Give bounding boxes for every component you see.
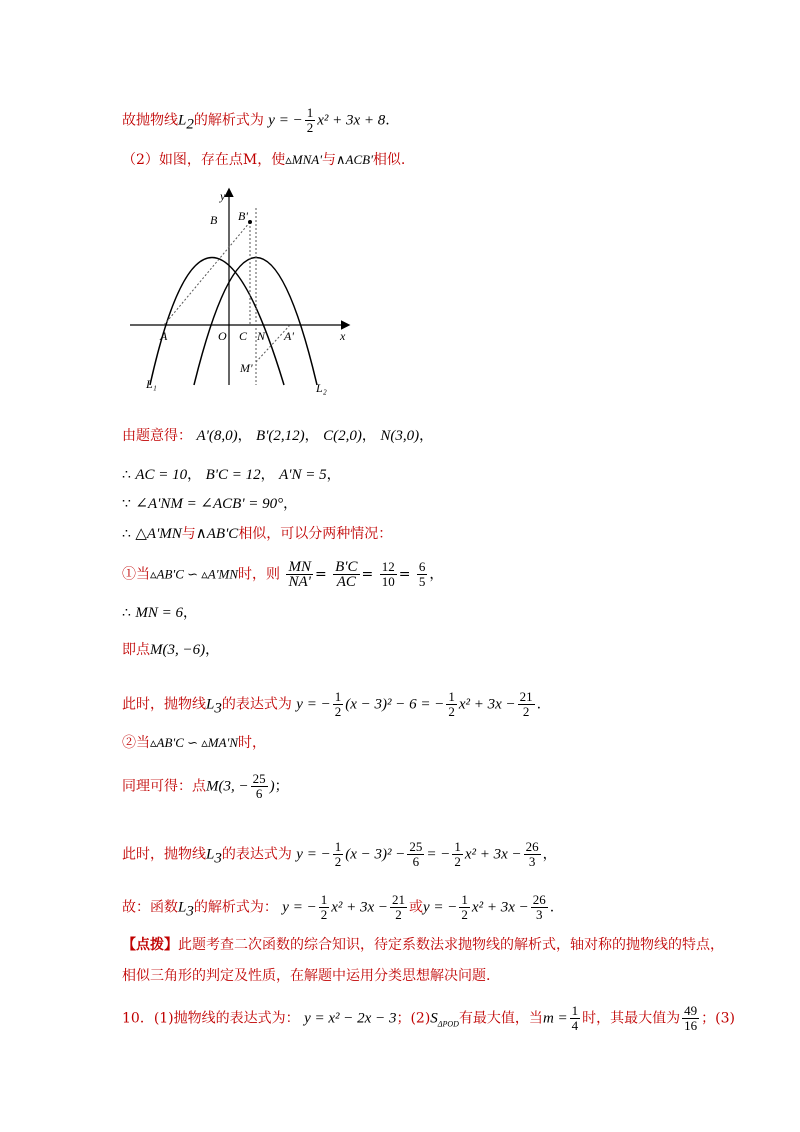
line-part2-intro: （2）如图，存在点M，使▵MNA'与∧ACB'相似. bbox=[122, 152, 406, 168]
parabola-figure bbox=[122, 180, 362, 400]
line-point-m2: 同理可得：点M(3, − $\frac{25}{6}$ )； bbox=[122, 771, 289, 801]
label-x: x bbox=[340, 329, 346, 343]
line-lengths: ∴ AC = 10， B'C = 12， A'N = 5， bbox=[122, 467, 341, 483]
line-angles: ∵ ∠A'NM = ∠ACB' = 90°， bbox=[122, 496, 298, 512]
label-o: O bbox=[218, 329, 227, 343]
label-n: N bbox=[257, 329, 266, 343]
label-a: A bbox=[160, 329, 168, 343]
line-mn: ∴ MN = 6， bbox=[122, 605, 197, 621]
line-tip: 【点拨】此题考查二次函数的综合知识，待定系数法求抛物线的解析式，轴对称的抛物线的特点， bbox=[122, 937, 724, 953]
line-given-points: 由题意得： A'(8,0)， B'(2,12)， C(2,0)， N(3,0)， bbox=[122, 428, 434, 444]
line-l3-expr2: 此时，抛物线$L_3$的表达式为 y = − $\frac{1}{2}$ (x − 3)² − $\frac{25}{6}$ = − $\frac{1}{2}$ x² + 3x − $\frac{26}{3}$ ， bbox=[122, 839, 557, 869]
label-bp: B' bbox=[238, 209, 248, 223]
label-b: B bbox=[210, 213, 218, 227]
label-y: y bbox=[220, 189, 226, 203]
line-case2: ②当▵AB'C ∽ ▵MA'N时， bbox=[122, 735, 266, 751]
label-ap: A' bbox=[284, 329, 294, 343]
line-l3-expr1: 此时，抛物线$L_3$的表达式为 y = − $\frac{1}{2}$ (x − 3)² − 6 = − $\frac{1}{2}$ x² + 3x − $\frac{21}{2}$ . bbox=[122, 689, 542, 719]
line-case1: ①当▵AB'C ∽ ▵A'MN时，则 $\frac{MN}{NA'}$ = $\frac{B'C}{AC}$ = $\frac{12}{10}$ = $\frac{6}{5}$ ， bbox=[122, 559, 444, 590]
label-mp: M' bbox=[240, 361, 253, 375]
line-l2-result: 故抛物线$L_2$的解析式为 y = − $\frac{1}{2}$ x² + 3x + 8. bbox=[122, 105, 390, 135]
parabola-l1 bbox=[150, 258, 284, 386]
label-l2: L₂ bbox=[316, 381, 327, 395]
line-q10: 10．(1)抛物线的表达式为： y = x² − 2x − 3；$(2)S_{\Delta POD}$有最大值，当m = $\frac{1}{4}$ 时，其最大值为 $\frac{49}{16}$ ；(3) bbox=[122, 1003, 735, 1033]
label-c: C bbox=[239, 329, 248, 343]
line-conclusion: 故：函数$L_3$的解析式为： y = − $\frac{1}{2}$ x² + 3x − $\frac{21}{2}$ 或y = − $\frac{1}{2}$ x² + 3x − $\frac{26}{3}$ . bbox=[122, 892, 555, 922]
label-l1: L₁ bbox=[146, 377, 157, 391]
line-point-m1: 即点M(3, −6)， bbox=[122, 642, 220, 658]
line-similar-cases: ∴ △A'MN与∧AB'C相似，可以分两种情况： bbox=[122, 526, 393, 542]
point-bp bbox=[248, 220, 252, 224]
line-tip-cont: 相似三角形的判定及性质，在解题中运用分类思想解决问题. bbox=[122, 968, 491, 984]
